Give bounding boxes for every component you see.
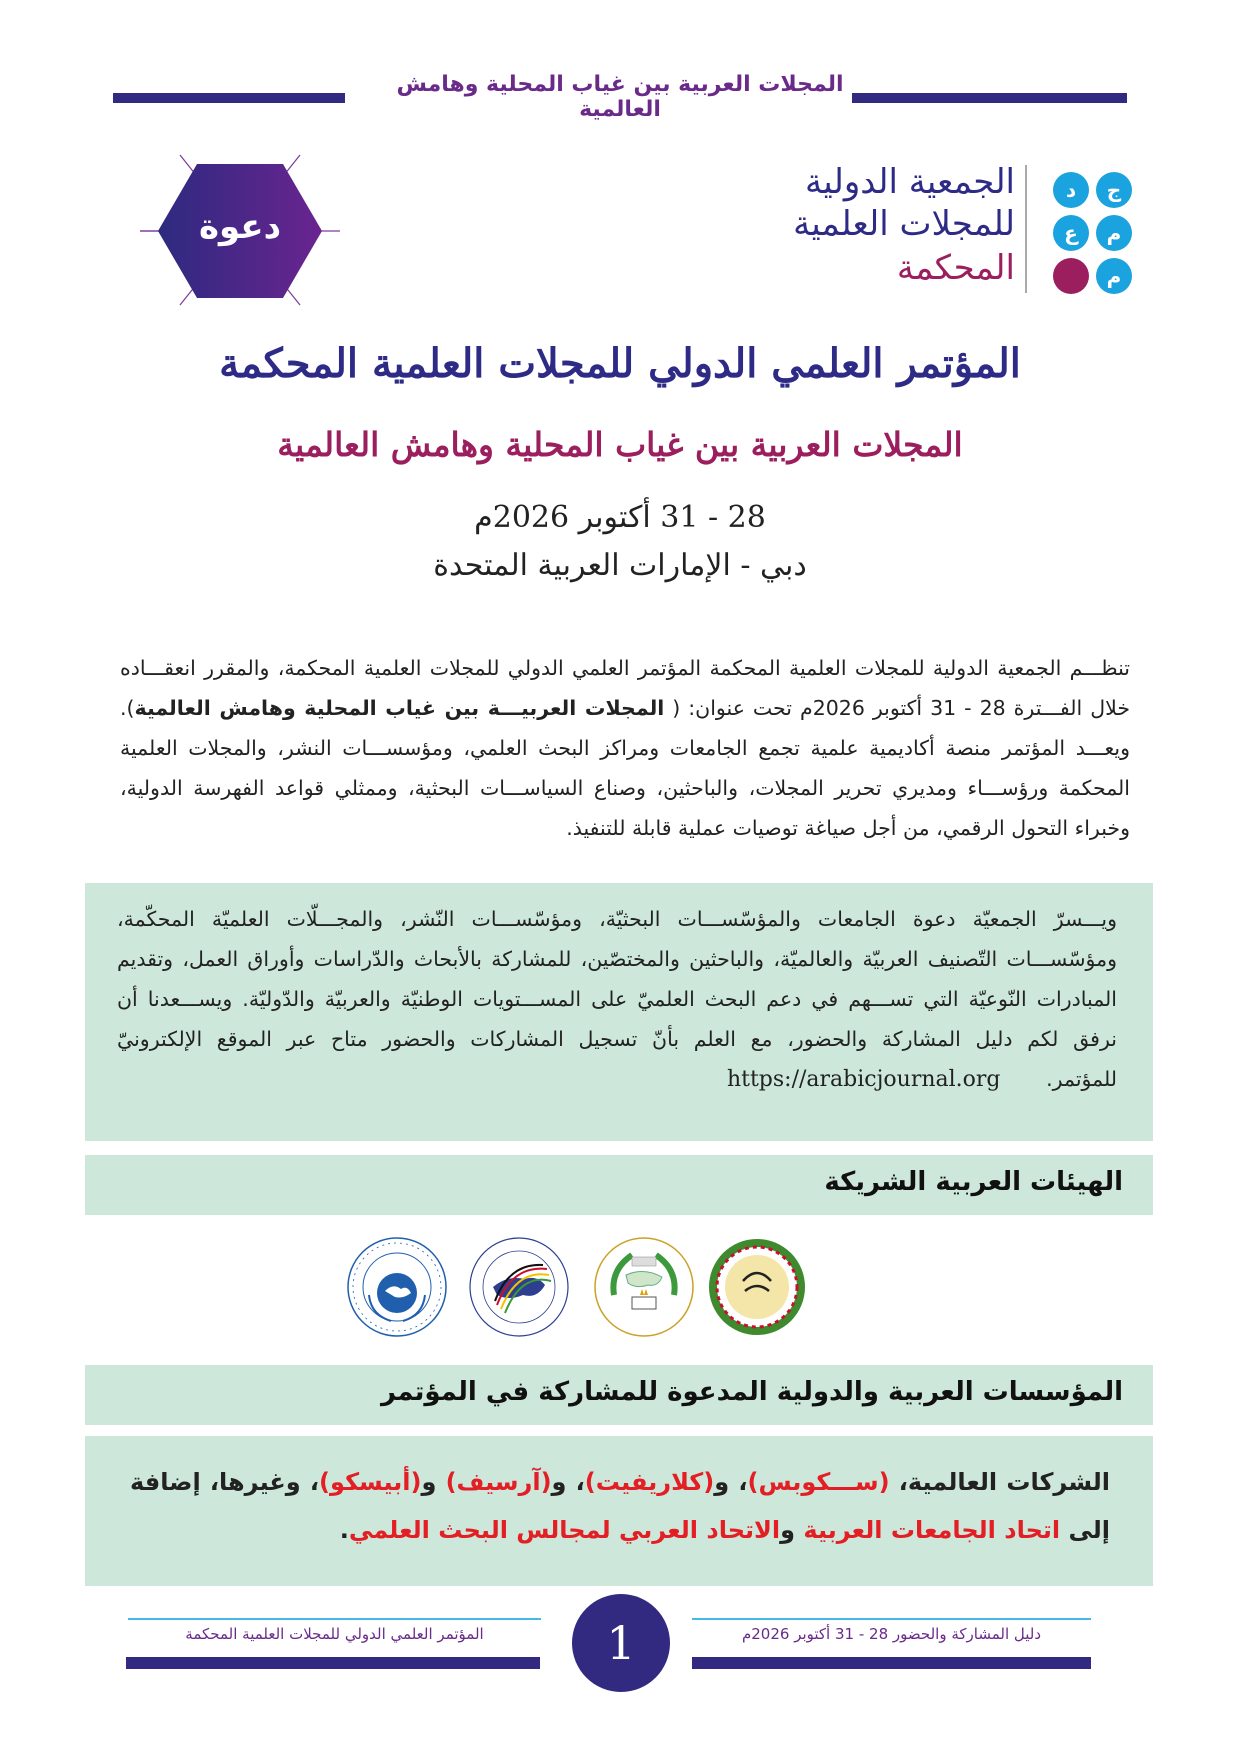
invited-org-arcif: (آرسيف): [445, 1468, 552, 1496]
footer-rule-right-dark: [692, 1657, 1091, 1669]
invited-text: ، و: [551, 1468, 585, 1496]
invited-org-aaru: اتحاد الجامعات العربية: [803, 1516, 1061, 1544]
invitation-box: [85, 883, 1153, 1141]
invited-org-fasrc: الاتحاد العربي لمجالس البحث العلمي: [348, 1516, 781, 1544]
invited-text: و: [421, 1468, 446, 1496]
invitation-text: ويـــسرّ الجمعيّة دعوة الجامعات والمؤسّســـات البحثيّة، ومؤسّســـات النّشر، والمجـــلّات العلميّة المحكّمة، ومؤسّســـات التّصنيف العربيّة والعالميّة، والباحثين والمختصّين، للمشاركة بالأبحاث والدّراسات وأوراق العمل، وتقديم المبادرات النّوعيّة التي تســـهم في دعم البحث العلميّ على المســـتويات الوطنيّة والعربيّة والدّوليّة. ويســـعدنا أن نرفق لكم دليل المشاركة والحضور، مع العلم بأنّ تسجيل المشاركات والحضور متاح عبر الموقع الإلكترونيّ للمؤتمر.: [117, 907, 1117, 1091]
footer-guide-text: دليل المشاركة والحضور 28 - 31 أكتوبر 2026م: [741, 1625, 1042, 1643]
logo-line-1: الجمعية الدولية: [804, 162, 1015, 202]
website-link[interactable]: https://arabicjournal.org: [726, 1067, 1001, 1092]
invited-paragraph: [130, 1458, 1110, 1554]
invited-text: ، و: [714, 1468, 748, 1496]
association-logo: [740, 160, 1140, 300]
invited-org-scopus: (ســـكوبس): [747, 1468, 890, 1496]
invited-org-clarivate: (كلاريفيت): [584, 1468, 715, 1496]
association-of-arab-universities-logo: [592, 1235, 696, 1339]
logo-line-3: المحكمة: [896, 248, 1015, 288]
logo-letter: م: [1096, 258, 1132, 294]
international-organization-seal: [345, 1235, 449, 1339]
invited-org-ebsco: (أبيسكو): [319, 1468, 422, 1496]
conference-title: المؤتمر العلمي الدولي للمجلات العلمية المحكمة: [219, 340, 1021, 387]
invitation-badge: [140, 145, 340, 325]
header-rule-left: [113, 93, 345, 103]
running-title: المجلات العربية بين غياب المحلية وهامش العالمية: [396, 72, 844, 122]
logo-letter: ج: [1096, 172, 1132, 208]
invited-text: و: [780, 1516, 804, 1544]
footer-rule-left-dark: [126, 1657, 540, 1669]
intro-paragraph: [120, 648, 1130, 848]
conference-location: دبي - الإمارات العربية المتحدة: [433, 548, 807, 583]
conference-date: 28 - 31 أكتوبر 2026م: [474, 500, 766, 535]
logo-dot: [1053, 258, 1089, 294]
logo-letter: م: [1096, 215, 1132, 251]
invited-text: .: [339, 1516, 349, 1544]
invitation-paragraph: [117, 899, 1117, 1100]
badge-label: دعوة: [198, 207, 282, 247]
logo-separator: [1025, 165, 1027, 293]
page-number: 1: [572, 1594, 670, 1692]
header-rule-right: [852, 93, 1127, 103]
logo-line-2: للمجلات العلمية: [793, 204, 1015, 244]
invited-header: [85, 1365, 1153, 1425]
logo-letter: ع: [1053, 215, 1089, 251]
federation-of-arab-scientific-research-councils-logo: [467, 1235, 571, 1339]
intro-theme: المجلات العربيـــة بين غياب المحلية وهامش العالمية: [134, 696, 665, 720]
invited-text: الشركات العالمية،: [889, 1468, 1111, 1496]
footer-rule-right-light: [692, 1618, 1091, 1620]
footer-conference-text: المؤتمر العلمي الدولي للمجلات العلمية المحكمة: [185, 1625, 484, 1643]
intro-text-1: تنظـــم الجمعية الدولية للمجلات العلمية المحكمة المؤتمر العلمي الدولي للمجلات العلمية المحكمة، والمقرر انعقـــاده خلال الفـــترة 28 - 31 أكتوبر 2026م تحت عنوان: (: [120, 656, 1130, 720]
intro-text-2: ). ويعـــد المؤتمر منصة أكاديمية علمية تجمع الجامعات ومراكز البحث العلمي، ومؤسســـات النشر، والمجلات العلمية المحكمة ورؤســـاء ومديري تحرير المجلات، والباحثين، وصناع السياســـات البحثية، وممثلي قواعد الفهرسة الدولية، وخبراء التحول الرقمي، من أجل صياغة توصيات عملية قابلة للتنفيذ.: [120, 696, 1130, 840]
logo-letter: د: [1053, 172, 1089, 208]
footer-rule-left-light: [128, 1618, 541, 1620]
arab-league-emblem: [705, 1235, 809, 1339]
invited-text: ، وغيرها، إضافة إلى: [130, 1468, 1110, 1544]
invited-heading: المؤسسات العربية والدولية المدعوة للمشاركة في المؤتمر: [381, 1377, 1123, 1407]
conference-subtitle: المجلات العربية بين غياب المحلية وهامش العالمية: [277, 425, 963, 464]
partners-heading: الهيئات العربية الشريكة: [824, 1167, 1123, 1197]
partners-header: [85, 1155, 1153, 1215]
